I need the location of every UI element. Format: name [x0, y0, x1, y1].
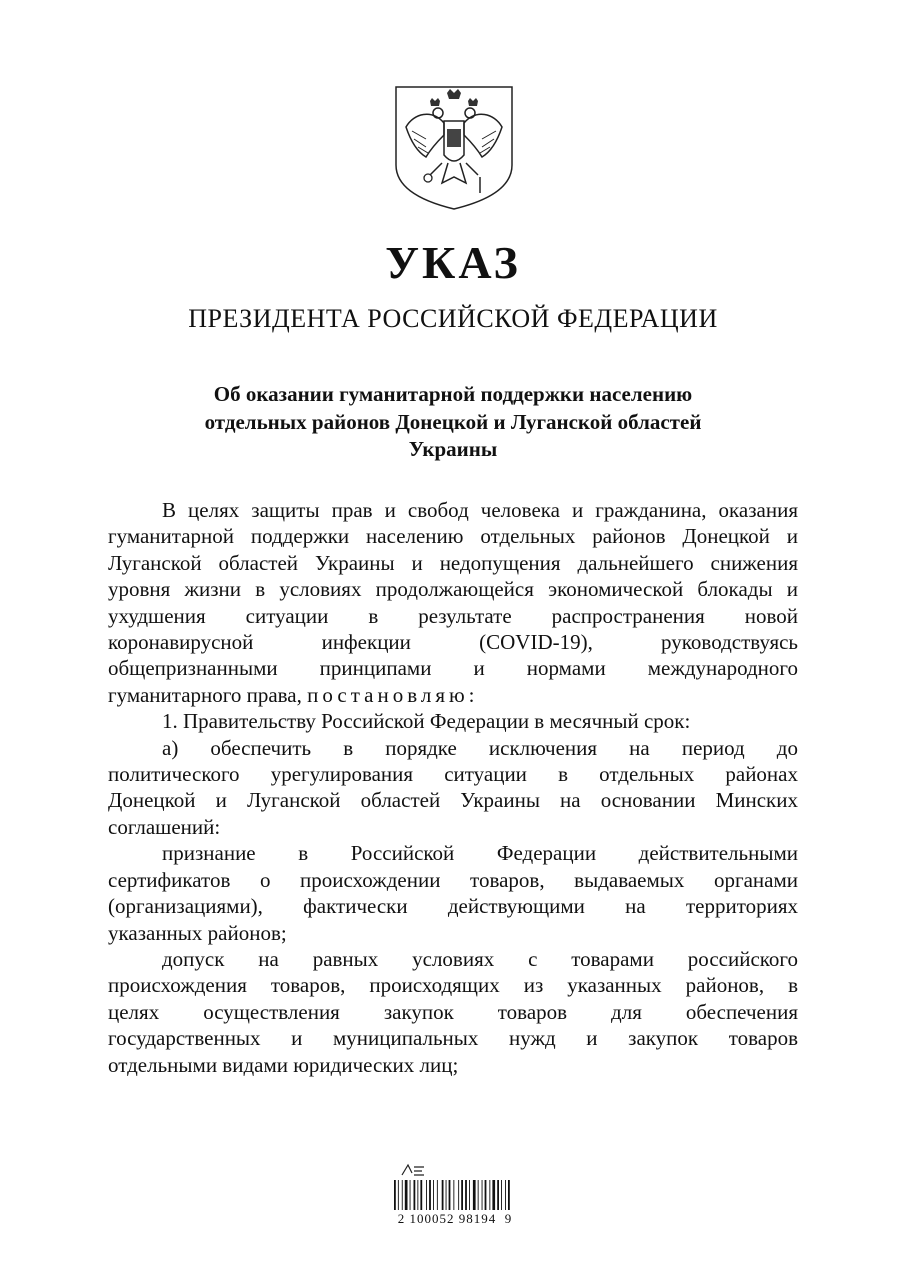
- item-1a-line: соглашений:: [108, 814, 221, 839]
- barcode-number: 2 100052 98194 9: [397, 1211, 513, 1226]
- preamble-line: гуманитарного права,: [108, 682, 302, 707]
- subject-line: Украины: [408, 437, 498, 461]
- admission-line: допуск на равных условиях с товарами российского: [162, 946, 798, 971]
- recognition-line: признание в Российской Федерации действительными: [162, 841, 798, 866]
- preamble-line: ухудшения ситуации в результате распространения новой: [108, 603, 798, 628]
- preamble-line: гуманитарной поддержки населению отдельных районов Донецкой и: [108, 524, 798, 549]
- preamble-line: коронавирусной инфекции (COVID-19), руководствуясь: [108, 630, 798, 655]
- decree-body: [108, 497, 798, 1078]
- recognition-line: сертификатов о происхождении товаров, выдаваемых органами: [108, 867, 798, 892]
- admission-line: отдельными видами юридических лиц;: [108, 1052, 459, 1077]
- admission-line: государственных и муниципальных нужд и закупок товаров: [108, 1026, 798, 1051]
- item-1a-line: Донецкой и Луганской областей Украины на основании Минских: [108, 788, 798, 813]
- recognition-line: (организациями), фактически действующими на территориях: [108, 894, 798, 919]
- russian-coat-of-arms-icon: [392, 83, 516, 211]
- decree-subject: [120, 381, 786, 464]
- subject-line: Об оказании гуманитарной поддержки населению: [213, 382, 693, 406]
- item-1a-line: а) обеспечить в порядке исключения на период до: [162, 735, 798, 760]
- item-1: 1. Правительству Российской Федерации в месячный срок:: [162, 709, 691, 734]
- document-subtitle: ПРЕЗИДЕНТА РОССИЙСКОЙ ФЕДЕРАЦИИ: [188, 304, 718, 333]
- subject-line: отдельных районов Донецкой и Луганской областей: [204, 409, 702, 434]
- recognition-line: указанных районов;: [108, 920, 287, 945]
- preamble-last-line: [108, 682, 798, 708]
- document-title: УКАЗ: [385, 237, 521, 288]
- admission-line: целях осуществления закупок товаров для обеспечения: [108, 999, 798, 1024]
- item-1a-line: политического урегулирования ситуации в отдельных районах: [108, 762, 798, 787]
- admission-line: происхождения товаров, происходящих из указанных районов, в: [108, 973, 798, 998]
- decree-word: постановляю:: [307, 682, 479, 707]
- preamble-line: Луганской областей Украины и недопущения дальнейшего снижения: [108, 550, 798, 575]
- preamble-line: В целях защиты прав и свобод человека и гражданина, оказания: [162, 498, 798, 522]
- preamble-line: уровня жизни в условиях продолжающейся экономической блокады и: [108, 577, 798, 602]
- preamble-line: общепризнанными принципами и нормами международного: [108, 656, 798, 681]
